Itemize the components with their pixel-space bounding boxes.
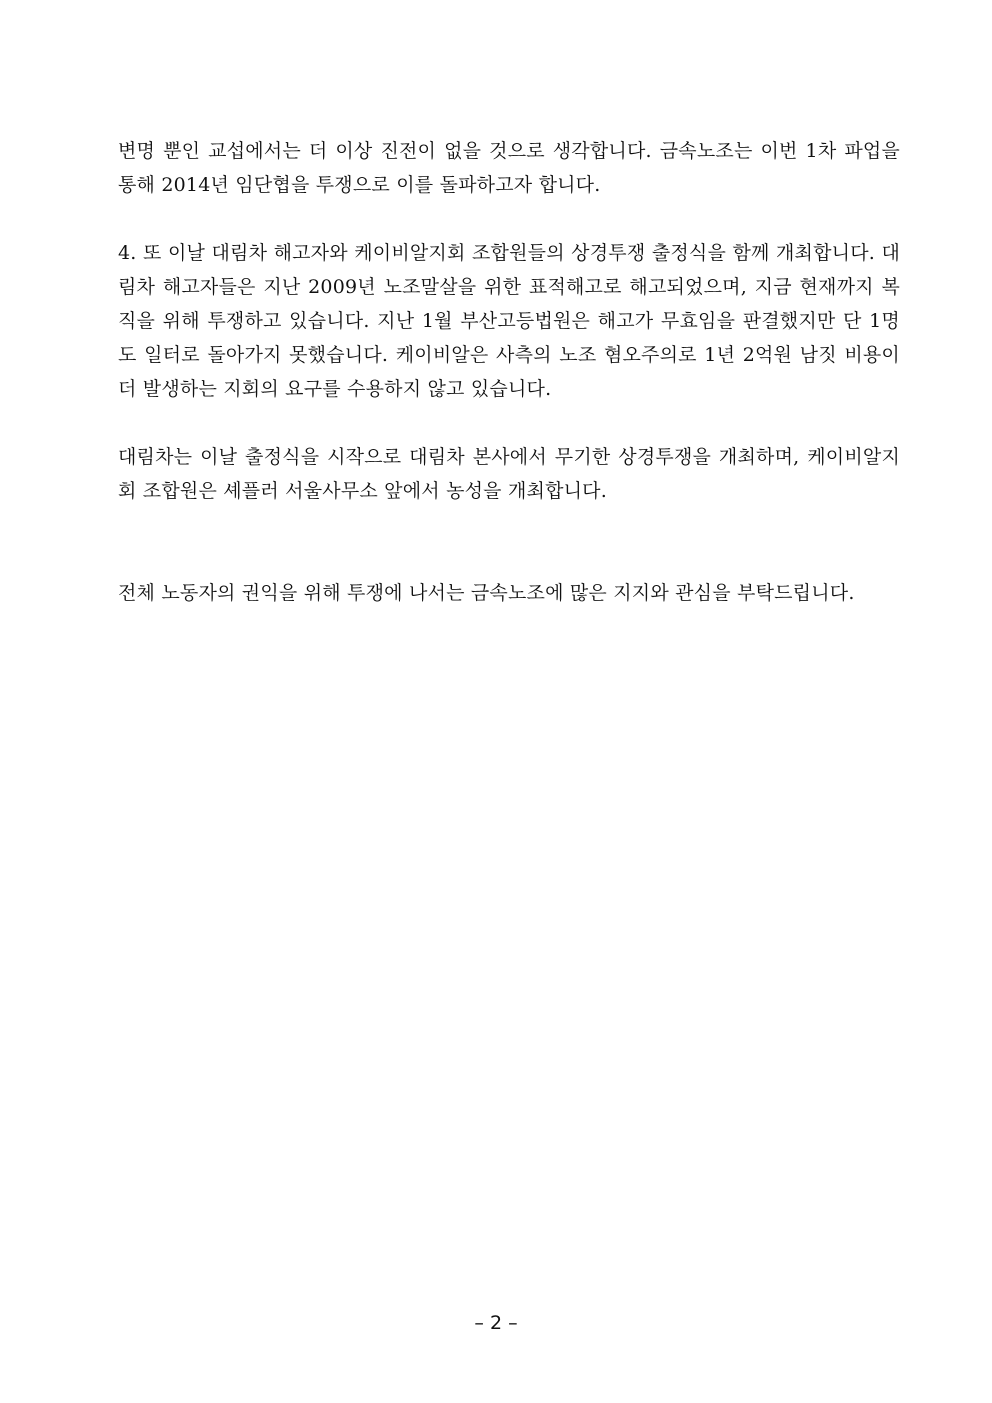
document-body [118, 134, 900, 644]
page-number: – 2 – [474, 1312, 518, 1334]
paragraph-sit-in: 대림차는 이날 출정식을 시작으로 대림차 본사에서 무기한 상경투쟁을 개최하며, 케이비알지회 조합원은 셰플러 서울사무소 앞에서 농성을 개최합니다. [118, 446, 900, 502]
paragraph-strike-plan: 변명 뿐인 교섭에서는 더 이상 진전이 없을 것으로 생각합니다. 금속노조는 이번 1차 파업을 통해 2014년 임단협을 투쟁으로 이를 돌파하고자 합니다. [118, 140, 900, 196]
paragraph-closing-appeal: 전체 노동자의 권익을 위해 투쟁에 나서는 금속노조에 많은 지지와 관심을 부탁드립니다. [118, 582, 855, 604]
paragraph-rally-launch: 4. 또 이날 대림차 해고자와 케이비알지회 조합원들의 상경투쟁 출정식을 함께 개최합니다. 대림차 해고자들은 지난 2009년 노조말살을 위한 표적해고로 해고되었으며, 지금 현재까지 복직을 위해 투쟁하고 있습니다. 지난 1월 부산고등법원은 해고가 무효임을 판결했지만 단 1명도 일터로 돌아가지 못했습니다. 케이비알은 사측의 노조 혐오주의로 1년 2억원 남짓 비용이 더 발생하는 지회의 요구를 수용하지 않고 있습니다. [118, 242, 900, 400]
